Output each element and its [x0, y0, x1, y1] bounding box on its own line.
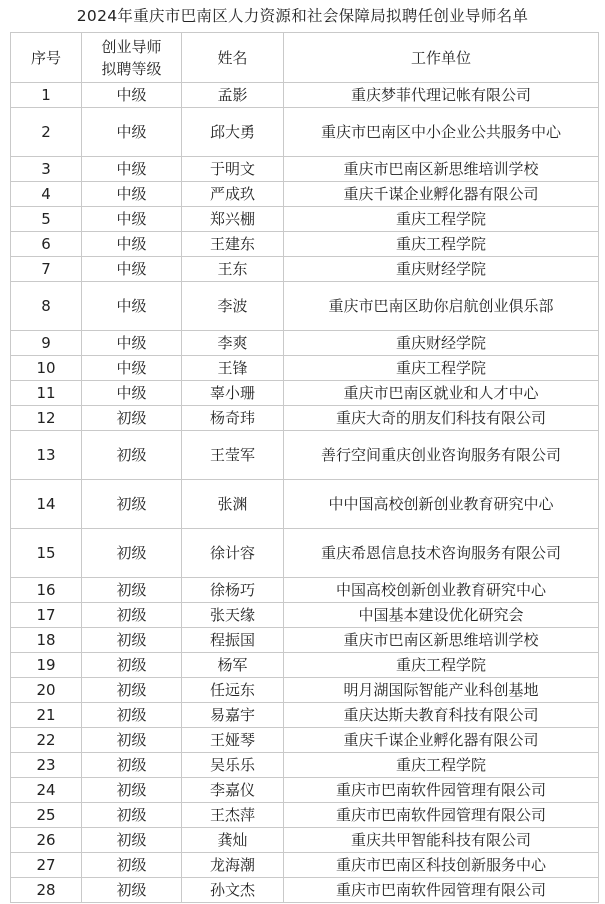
table-row: [11, 108, 599, 157]
cell-name: 张天缘: [182, 603, 284, 628]
cell-seq: 21: [11, 703, 82, 728]
table-row: [11, 157, 599, 182]
table-row: [11, 678, 599, 703]
table-row: [11, 628, 599, 653]
cell-seq: 26: [11, 828, 82, 853]
cell-unit: 重庆梦菲代理记帐有限公司: [284, 83, 599, 108]
cell-level: 中级: [82, 356, 182, 381]
cell-unit: 重庆市巴南区中小企业公共服务中心: [284, 108, 599, 157]
table-body: [11, 83, 599, 903]
table-row: [11, 853, 599, 878]
cell-unit: 重庆大奇的朋友们科技有限公司: [284, 406, 599, 431]
cell-seq: 18: [11, 628, 82, 653]
cell-level: 中级: [82, 157, 182, 182]
table-row: [11, 381, 599, 406]
cell-name: 易嘉宇: [182, 703, 284, 728]
table-row: [11, 603, 599, 628]
cell-seq: 17: [11, 603, 82, 628]
table-row: [11, 578, 599, 603]
cell-level: 中级: [82, 381, 182, 406]
cell-unit: 中国基本建设优化研究会: [284, 603, 599, 628]
cell-level: 初级: [82, 653, 182, 678]
cell-unit: 重庆市巴南区科技创新服务中心: [284, 853, 599, 878]
cell-unit: 重庆市巴南区新思维培训学校: [284, 157, 599, 182]
cell-name: 龙海潮: [182, 853, 284, 878]
cell-name: 孙文杰: [182, 878, 284, 903]
cell-unit: 重庆市巴南软件园管理有限公司: [284, 803, 599, 828]
table-row: [11, 480, 599, 529]
mentor-table: [10, 32, 599, 903]
cell-level: 初级: [82, 678, 182, 703]
cell-seq: 1: [11, 83, 82, 108]
cell-seq: 7: [11, 257, 82, 282]
cell-name: 于明文: [182, 157, 284, 182]
table-row: [11, 431, 599, 480]
cell-seq: 12: [11, 406, 82, 431]
cell-unit: 重庆财经学院: [284, 257, 599, 282]
cell-name: 严成玖: [182, 182, 284, 207]
cell-level: 中级: [82, 232, 182, 257]
cell-level: 中级: [82, 108, 182, 157]
cell-seq: 27: [11, 853, 82, 878]
cell-unit: 重庆希恩信息技术咨询服务有限公司: [284, 529, 599, 578]
cell-level: 初级: [82, 753, 182, 778]
cell-seq: 10: [11, 356, 82, 381]
cell-seq: 6: [11, 232, 82, 257]
cell-name: 王莹军: [182, 431, 284, 480]
cell-name: 邱大勇: [182, 108, 284, 157]
table-header-row: [11, 33, 599, 83]
cell-name: 王东: [182, 257, 284, 282]
cell-name: 辜小珊: [182, 381, 284, 406]
cell-unit: 重庆达斯夫教育科技有限公司: [284, 703, 599, 728]
cell-unit: 中中国高校创新创业教育研究中心: [284, 480, 599, 529]
cell-level: 中级: [82, 83, 182, 108]
cell-seq: 8: [11, 282, 82, 331]
cell-level: 初级: [82, 828, 182, 853]
cell-level: 初级: [82, 703, 182, 728]
cell-level: 初级: [82, 603, 182, 628]
table-row: [11, 803, 599, 828]
cell-unit: 重庆市巴南区助你启航创业俱乐部: [284, 282, 599, 331]
table-row: [11, 878, 599, 903]
cell-level: 初级: [82, 578, 182, 603]
header-level: [82, 33, 182, 83]
table-row: [11, 529, 599, 578]
table-row: [11, 753, 599, 778]
cell-name: 王建东: [182, 232, 284, 257]
table-row: [11, 356, 599, 381]
cell-unit: 中国高校创新创业教育研究中心: [284, 578, 599, 603]
cell-unit: 重庆工程学院: [284, 207, 599, 232]
cell-seq: 15: [11, 529, 82, 578]
cell-level: 中级: [82, 207, 182, 232]
cell-level: 初级: [82, 480, 182, 529]
cell-level: 初级: [82, 628, 182, 653]
cell-name: 徐计容: [182, 529, 284, 578]
table-row: [11, 828, 599, 853]
cell-seq: 24: [11, 778, 82, 803]
cell-name: 杨军: [182, 653, 284, 678]
cell-name: 孟影: [182, 83, 284, 108]
table-row: [11, 703, 599, 728]
cell-name: 郑兴棚: [182, 207, 284, 232]
table-row: [11, 207, 599, 232]
cell-name: 王锋: [182, 356, 284, 381]
cell-level: 初级: [82, 853, 182, 878]
cell-name: 李爽: [182, 331, 284, 356]
cell-unit: 重庆千谋企业孵化器有限公司: [284, 728, 599, 753]
cell-name: 李波: [182, 282, 284, 331]
cell-name: 程振国: [182, 628, 284, 653]
cell-seq: 9: [11, 331, 82, 356]
cell-name: 张渊: [182, 480, 284, 529]
table-row: [11, 83, 599, 108]
cell-seq: 25: [11, 803, 82, 828]
cell-unit: 重庆工程学院: [284, 653, 599, 678]
header-level-line2: 拟聘等级: [101, 59, 162, 78]
cell-unit: 明月湖国际智能产业科创基地: [284, 678, 599, 703]
cell-unit: 重庆工程学院: [284, 232, 599, 257]
cell-seq: 11: [11, 381, 82, 406]
header-name: 姓名: [182, 33, 284, 83]
cell-seq: 16: [11, 578, 82, 603]
table-row: [11, 653, 599, 678]
cell-name: 王杰萍: [182, 803, 284, 828]
cell-unit: 重庆共甲智能科技有限公司: [284, 828, 599, 853]
cell-name: 任远东: [182, 678, 284, 703]
document-title: 2024年重庆市巴南区人力资源和社会保障局拟聘任创业导师名单: [76, 7, 529, 25]
table-row: [11, 331, 599, 356]
cell-name: 徐杨巧: [182, 578, 284, 603]
cell-level: 初级: [82, 803, 182, 828]
cell-unit: 重庆工程学院: [284, 356, 599, 381]
cell-name: 龚灿: [182, 828, 284, 853]
cell-unit: 重庆千谋企业孵化器有限公司: [284, 182, 599, 207]
cell-name: 杨奇玮: [182, 406, 284, 431]
cell-unit: 重庆财经学院: [284, 331, 599, 356]
cell-unit: 重庆工程学院: [284, 753, 599, 778]
cell-name: 吴乐乐: [182, 753, 284, 778]
cell-seq: 13: [11, 431, 82, 480]
cell-level: 初级: [82, 529, 182, 578]
header-unit: 工作单位: [284, 33, 599, 83]
table-row: [11, 778, 599, 803]
cell-seq: 22: [11, 728, 82, 753]
cell-level: 中级: [82, 282, 182, 331]
cell-level: 中级: [82, 331, 182, 356]
cell-unit: 重庆市巴南软件园管理有限公司: [284, 878, 599, 903]
cell-seq: 28: [11, 878, 82, 903]
cell-seq: 5: [11, 207, 82, 232]
cell-seq: 20: [11, 678, 82, 703]
table-row: [11, 282, 599, 331]
header-seq: 序号: [11, 33, 82, 83]
cell-seq: 3: [11, 157, 82, 182]
table-row: [11, 232, 599, 257]
cell-name: 王娅琴: [182, 728, 284, 753]
cell-level: 初级: [82, 406, 182, 431]
cell-unit: 重庆市巴南区就业和人才中心: [284, 381, 599, 406]
cell-seq: 2: [11, 108, 82, 157]
cell-seq: 23: [11, 753, 82, 778]
cell-seq: 4: [11, 182, 82, 207]
cell-seq: 14: [11, 480, 82, 529]
cell-level: 初级: [82, 431, 182, 480]
cell-level: 初级: [82, 878, 182, 903]
cell-level: 中级: [82, 182, 182, 207]
cell-seq: 19: [11, 653, 82, 678]
table-row: [11, 257, 599, 282]
cell-level: 中级: [82, 257, 182, 282]
table-row: [11, 728, 599, 753]
cell-unit: 重庆市巴南区新思维培训学校: [284, 628, 599, 653]
header-level-line1: 创业导师: [101, 37, 162, 56]
cell-level: 初级: [82, 728, 182, 753]
cell-name: 李嘉仪: [182, 778, 284, 803]
table-row: [11, 406, 599, 431]
cell-unit: 善行空间重庆创业咨询服务有限公司: [284, 431, 599, 480]
cell-unit: 重庆市巴南软件园管理有限公司: [284, 778, 599, 803]
cell-level: 初级: [82, 778, 182, 803]
table-row: [11, 182, 599, 207]
